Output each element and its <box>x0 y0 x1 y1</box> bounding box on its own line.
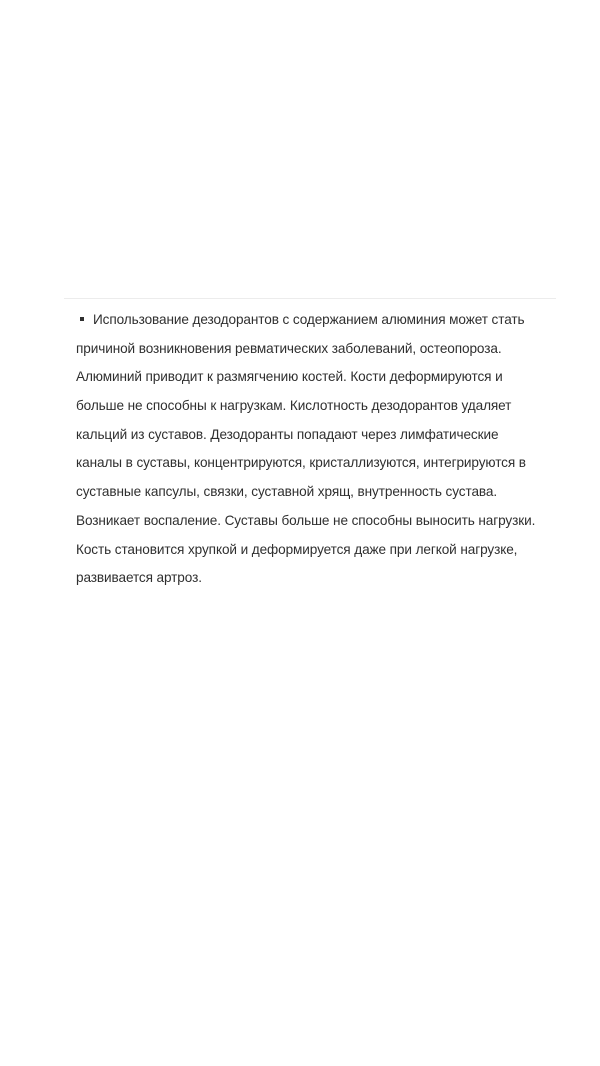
bullet-paragraph <box>76 306 556 593</box>
paragraph-line-1-text: Использование дезодорантов с содержанием алюминия может стать <box>93 312 525 327</box>
paragraph-line-2: причиной возникновения ревматических заболеваний, остеопороза. <box>76 340 502 356</box>
paragraph-line-8: Возникает воспаление. Суставы больше не способны выносить нагрузки. <box>76 512 536 528</box>
section-divider <box>64 298 556 299</box>
bullet-marker-icon <box>80 317 84 321</box>
paragraph-line-5: кальций из суставов. Дезодоранты попадают через лимфатические <box>76 426 499 442</box>
paragraph-line-4: больше не способны к нагрузкам. Кислотность дезодорантов удаляет <box>76 398 512 414</box>
paragraph-line-10: развивается артроз. <box>76 570 202 586</box>
paragraph-line-9: Кость становится хрупкой и деформируется даже при легкой нагрузке, <box>76 541 518 557</box>
paragraph-line-6: каналы в суставы, концентрируются, кристаллизуются, интегрируются в <box>76 455 526 471</box>
paragraph-line-1 <box>76 306 556 335</box>
paragraph-line-7: суставные капсулы, связки, суставной хрящ, внутренность сустава. <box>76 484 498 500</box>
paragraph-line-3: Алюминий приводит к размягчению костей. Кости деформируются и <box>76 369 503 385</box>
